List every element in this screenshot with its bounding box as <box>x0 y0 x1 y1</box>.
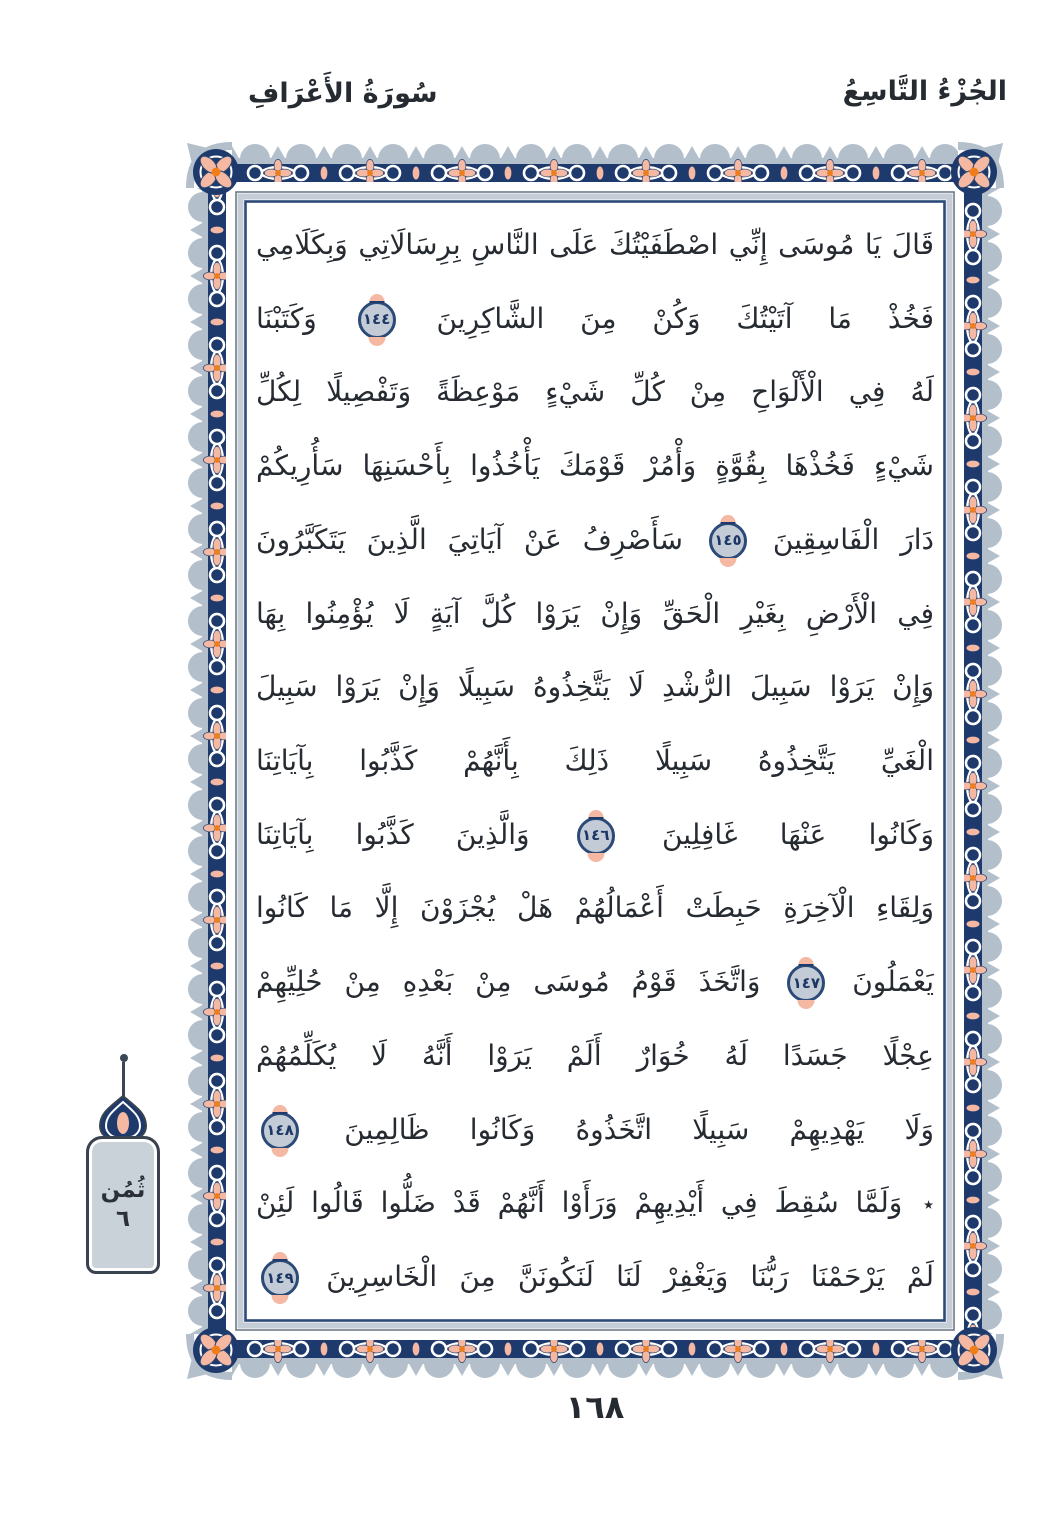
page-number: ١٦٨ <box>565 1388 625 1426</box>
quran-line <box>256 503 934 577</box>
quran-text-run: وَلِقَاءِ الْآخِرَةِ حَبِطَتْ أَعْمَالُهُمْ هَلْ يُجْزَوْنَ إِلَّا مَا كَانُوا <box>256 891 934 925</box>
verse-number-badge <box>709 522 747 560</box>
quran-line <box>256 1240 934 1314</box>
quran-line <box>256 871 934 945</box>
quran-text-run: سَأَصْرِفُ عَنْ آيَاتِيَ الَّذِينَ يَتَكَبَّرُونَ <box>256 522 684 556</box>
marker-stem <box>122 1062 125 1098</box>
quran-line <box>256 355 934 429</box>
quran-text-run: فَخُذْ مَا آتَيْتُكَ وَكُنْ مِنَ الشَّاكِرِينَ <box>436 301 934 335</box>
border-top-band <box>232 142 958 188</box>
marker-number: ٦ <box>115 1206 131 1232</box>
quran-line <box>256 577 934 651</box>
border-left-band <box>186 188 232 1334</box>
juz-header: الجُزْءُ التَّاسِعُ <box>842 76 1007 107</box>
quran-text-run: لَهُ فِي الْأَلْوَاحِ مِنْ كُلِّ شَيْءٍ مَوْعِظَةً وَتَفْصِيلًا لِكُلِّ <box>256 375 934 409</box>
quran-text-run: شَيْءٍ فَخُذْهَا بِقُوَّةٍ وَأْمُرْ قَوْمَكَ يَأْخُذُوا بِأَحْسَنِهَا سَأُرِيكُمْ <box>256 449 934 483</box>
marker-box <box>86 1136 160 1274</box>
thumn-marker <box>78 1052 168 1276</box>
verse-number: ١٤٦ <box>582 826 610 845</box>
verse-number-badge <box>261 1259 299 1297</box>
quran-line <box>256 282 934 356</box>
quran-text-run: وَاتَّخَذَ قَوْمُ مُوسَى مِنْ بَعْدِهِ مِنْ حُلِيِّهِمْ <box>256 965 761 999</box>
quran-line <box>256 1166 934 1240</box>
quran-line <box>256 208 934 282</box>
marker-dome-icon <box>78 1094 168 1140</box>
quran-line <box>256 650 934 724</box>
quran-text-run: الْغَيِّ يَتَّخِذُوهُ سَبِيلًا ذَلِكَ بِأَنَّهُمْ كَذَّبُوا بِآيَاتِنَا <box>256 744 934 778</box>
verse-number-badge <box>577 817 615 855</box>
quran-text <box>256 208 934 1314</box>
verse-number-badge <box>261 1112 299 1150</box>
quran-text-run: وَالَّذِينَ كَذَّبُوا بِآيَاتِنَا <box>256 817 530 851</box>
quran-text-run: وَلَمَّا سُقِطَ فِي أَيْدِيهِمْ وَرَأَوْا أَنَّهُمْ قَدْ ضَلُّوا قَالُوا لَئِنْ <box>256 1186 903 1220</box>
border-right-band <box>958 188 1004 1334</box>
verse-number-badge <box>787 964 825 1002</box>
quran-line <box>256 429 934 503</box>
quran-text-run: وَإِنْ يَرَوْا سَبِيلَ الرُّشْدِ لَا يَتَّخِذُوهُ سَبِيلًا وَإِنْ يَرَوْا سَبِيلَ <box>256 670 934 704</box>
verse-number: ١٤٧ <box>792 973 821 992</box>
quran-text-run: يَعْمَلُونَ <box>852 965 934 999</box>
quran-line <box>256 945 934 1019</box>
quran-text-run: قَالَ يَا مُوسَى إِنِّي اصْطَفَيْتُكَ عَلَى النَّاسِ بِرِسَالَاتِي وَبِكَلَامِي <box>256 228 934 261</box>
quran-line <box>256 1093 934 1167</box>
quran-line <box>256 798 934 872</box>
rub-el-hizb-icon: ٭ <box>923 1191 934 1216</box>
surah-header: سُورَةُ الأَعْرَافِ <box>248 78 438 109</box>
quran-text-run: وَلَا يَهْدِيهِمْ سَبِيلًا اتَّخَذُوهُ وَكَانُوا ظَالِمِينَ <box>344 1112 934 1146</box>
verse-number: ١٤٥ <box>714 531 742 550</box>
quran-line <box>256 1019 934 1093</box>
verse-number-badge <box>358 301 396 339</box>
verse-number: ١٤٩ <box>266 1268 294 1287</box>
quran-text-run: دَارَ الْفَاسِقِينَ <box>772 522 934 556</box>
quran-line <box>256 724 934 798</box>
quran-text-run: وَكَتَبْنَا <box>256 301 317 335</box>
ornamental-frame <box>186 142 1004 1380</box>
quran-text-run: وَكَانُوا عَنْهَا غَافِلِينَ <box>661 817 934 851</box>
quran-text-run: لَمْ يَرْحَمْنَا رَبُّنَا وَيَغْفِرْ لَنَا لَنَكُونَنَّ مِنَ الْخَاسِرِينَ <box>326 1260 934 1294</box>
border-bottom-band <box>232 1334 958 1380</box>
verse-number: ١٤٤ <box>362 310 391 329</box>
verse-number: ١٤٨ <box>266 1121 294 1140</box>
quran-text-run: فِي الْأَرْضِ بِغَيْرِ الْحَقِّ وَإِنْ يَرَوْا كُلَّ آيَةٍ لَا يُؤْمِنُوا بِهَا <box>256 596 934 630</box>
marker-label: ثُمُن <box>100 1176 146 1203</box>
quran-text-run: عِجْلًا جَسَدًا لَهُ خُوَارٌ أَلَمْ يَرَوْا أَنَّهُ لَا يُكَلِّمُهُمْ <box>256 1038 934 1072</box>
